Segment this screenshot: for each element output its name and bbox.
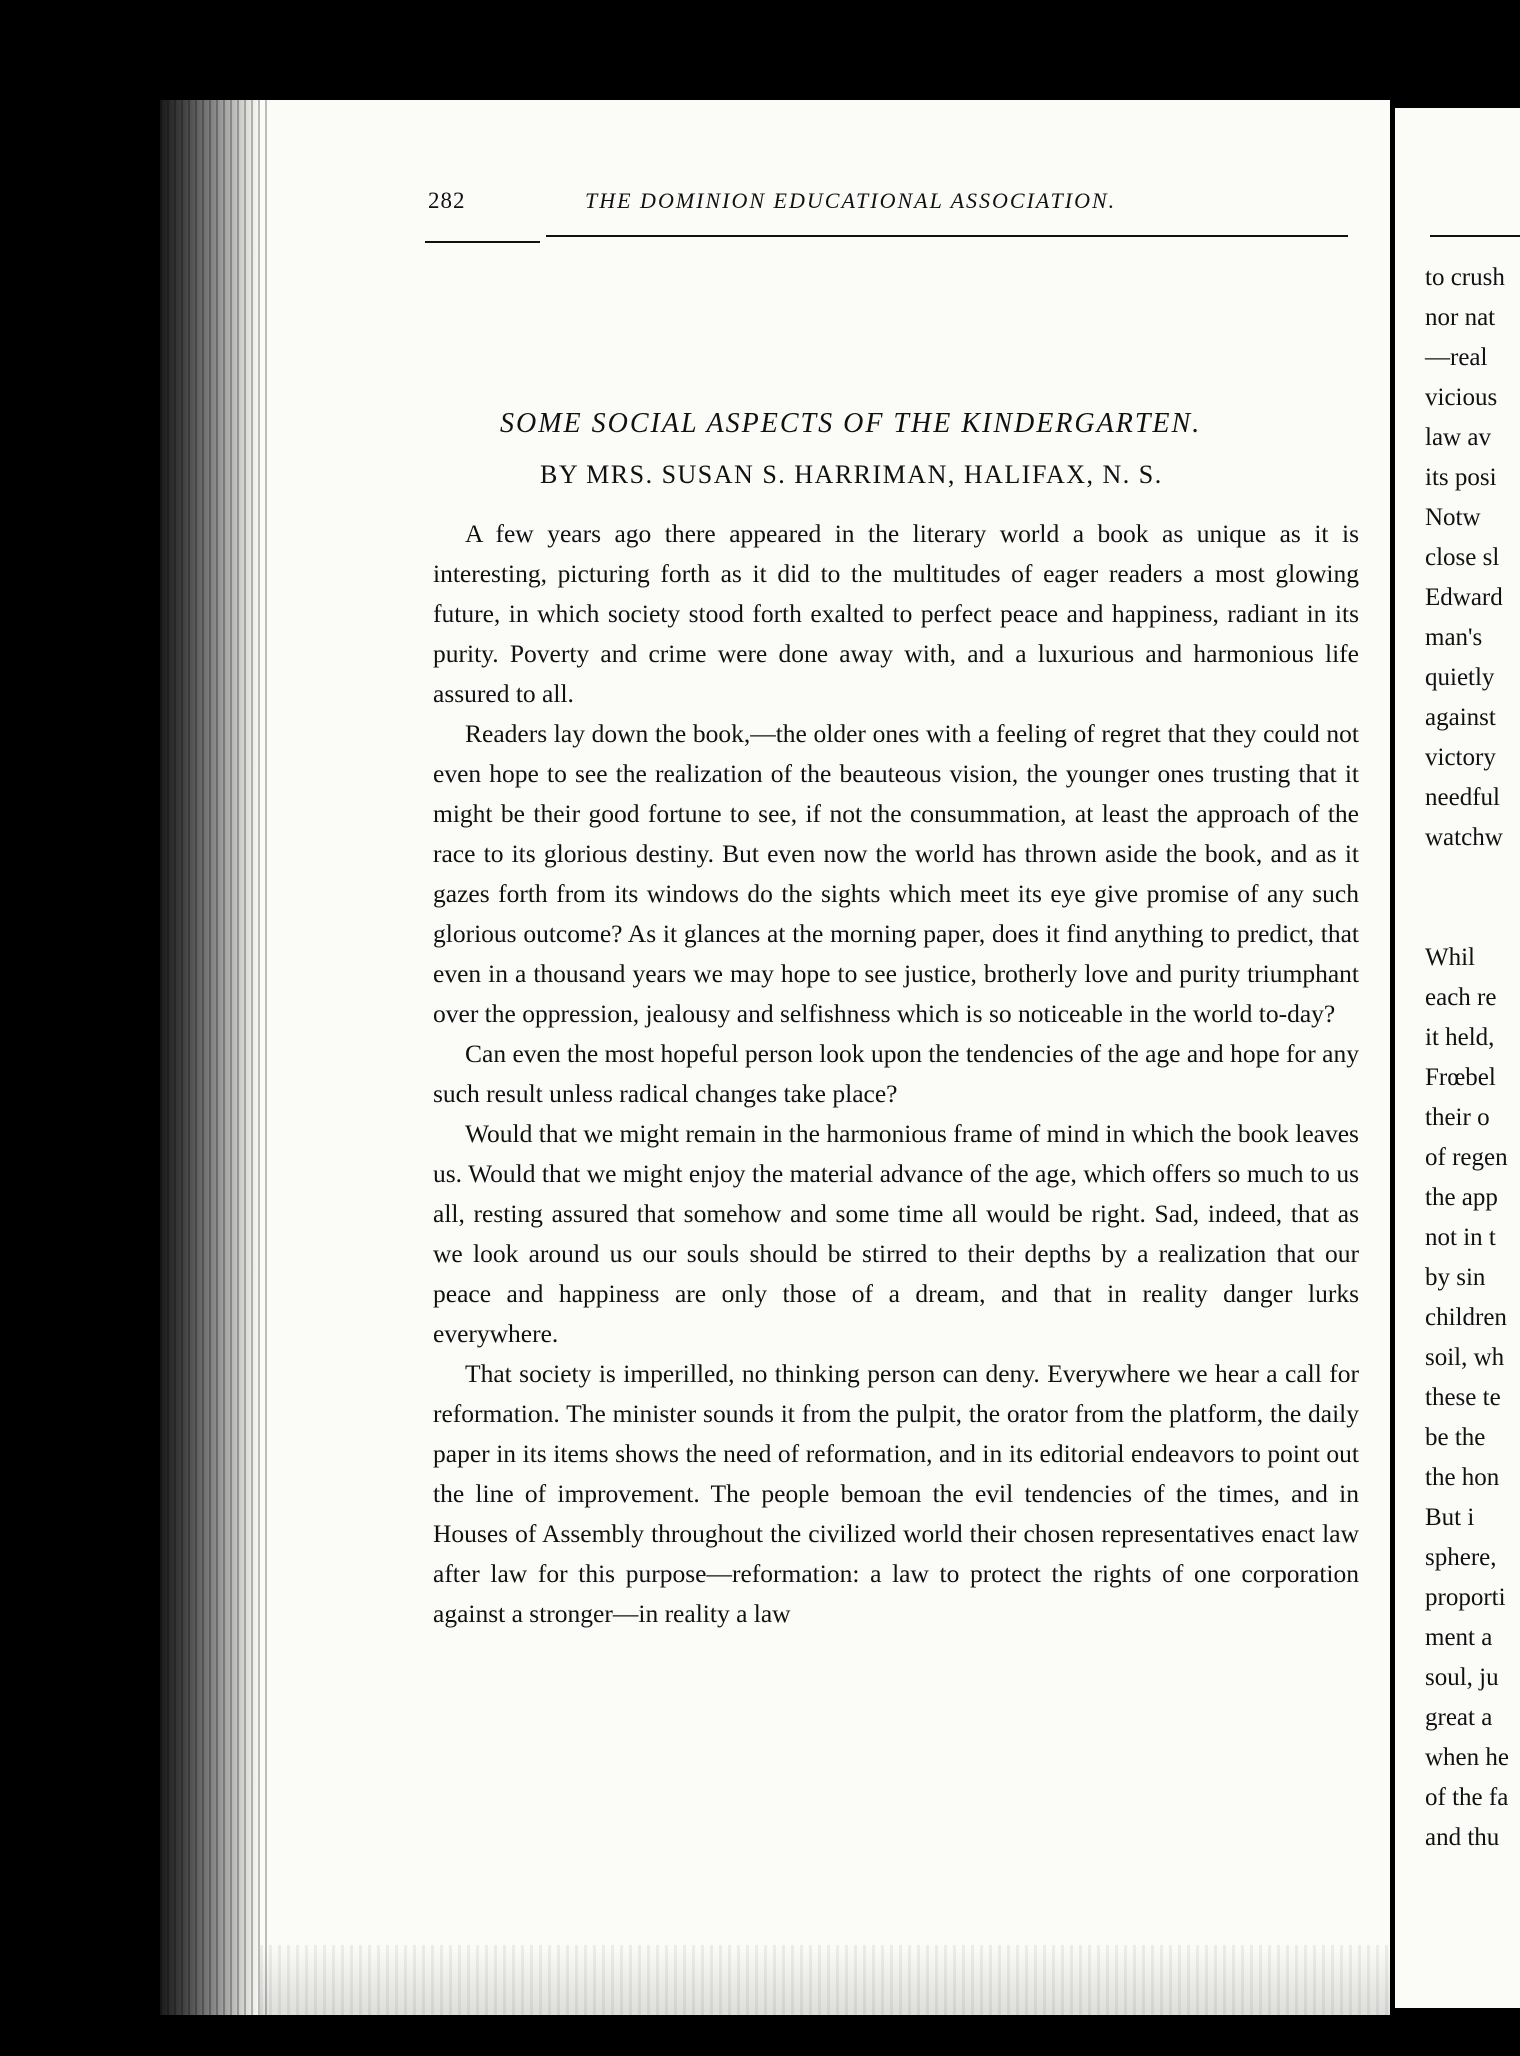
facing-page-line: be the: [1425, 1424, 1486, 1451]
facing-page-line: [1425, 858, 1520, 898]
paragraph: That society is imperilled, no thinking person can deny. Everywhere we hear a call for reformation. The minister sounds it from the pulpit, the orator from the platform, the daily paper in its items shows the need of reformation, and in its editorial endeavors to point out the line of improvement. The people bemoan the evil tendencies of the times, and in Houses of Assembly throughout the civilized world their chosen representatives enact law after law for this purpose—reformation: a law to protect the rights of one corporation against a stronger—in reality a law: [433, 1359, 1359, 1628]
facing-page: [1395, 108, 1520, 2008]
paragraph: Can even the most hopeful person look upon the tendencies of the age and hope for any such result unless radical changes take place?: [433, 1039, 1359, 1108]
facing-page-line: great a: [1425, 1704, 1493, 1731]
facing-page-line: soil, wh: [1425, 1344, 1505, 1371]
article-title: SOME SOCIAL ASPECTS OF THE KINDERGARTEN.: [500, 408, 1202, 439]
facing-page-line: against: [1425, 704, 1496, 731]
facing-page-line: to crush: [1425, 264, 1505, 291]
facing-page-line: Frœbel: [1425, 1064, 1496, 1091]
facing-page-line: quietly: [1425, 664, 1495, 691]
facing-page-line: watchw: [1425, 824, 1503, 851]
facing-page-line: Notw: [1425, 504, 1481, 531]
article-body: [433, 514, 1359, 1634]
header-rule-right: [546, 235, 1348, 237]
facing-page-line: their o: [1425, 1104, 1490, 1131]
facing-page-line: victory: [1425, 744, 1496, 771]
facing-page-line: of the fa: [1425, 1784, 1509, 1811]
facing-page-line: law av: [1425, 424, 1491, 451]
bottom-scan-noise: [260, 1945, 1390, 2015]
page-header: [265, 188, 1355, 228]
facing-page-line: soul, ju: [1425, 1664, 1499, 1691]
facing-page-line: children: [1425, 1304, 1507, 1331]
facing-page-line: [1425, 898, 1520, 938]
page-number: 282: [428, 188, 466, 213]
facing-page-line: by sin: [1425, 1264, 1486, 1291]
paragraph: Would that we might remain in the harmonious frame of mind in which the book leaves us. Would that we might enjoy the material advance of the age, which offers so much to us all, resting assured that somehow and some time all would be right. Sad, indeed, that as we look around us our souls should be stirred to their depths by a realization that our peace and happiness are only those of a dream, and that in reality danger lurks everywhere.: [433, 1119, 1359, 1348]
facing-page-line: each re: [1425, 984, 1497, 1011]
facing-page-line: Whil: [1425, 944, 1475, 971]
paragraph: A few years ago there appeared in the literary world a book as unique as it is interesting, picturing forth as it did to the multitudes of eager readers a most glowing future, in which society stood forth exalted to perfect peace and happiness, radiant in its purity. Poverty and crime were done away with, and a luxurious and harmonious life assured to all.: [433, 519, 1359, 708]
facing-page-line: needful: [1425, 784, 1500, 811]
paragraph: Readers lay down the book,—the older ones with a feeling of regret that they could not even hope to see the realization of the beauteous vision, the younger ones trusting that it might be their good fortune to see, if not the consummation, at least the approach of the race to its glorious destiny. But even now the world has thrown aside the book, and as it gazes forth from its windows do the sights which meet its eye give promise of any such glorious outcome? As it glances at the morning paper, does it find anything to predict, that even in a thousand years we may hope to see justice, brotherly love and purity triumphant over the oppression, jealousy and selfishness which is so noticeable in the world to-day?: [433, 719, 1359, 1028]
facing-page-line: these te: [1425, 1384, 1501, 1411]
facing-page-line: its posi: [1425, 464, 1497, 491]
facing-page-line: proporti: [1425, 1584, 1506, 1611]
facing-page-line: sphere,: [1425, 1544, 1497, 1571]
facing-page-line: it held,: [1425, 1024, 1495, 1051]
header-rule-left: [425, 241, 540, 243]
facing-page-line: not in t: [1425, 1224, 1496, 1251]
facing-page-line: man's: [1425, 624, 1483, 651]
facing-page-line: the hon: [1425, 1464, 1500, 1491]
facing-page-text: [1425, 258, 1520, 1858]
facing-page-line: nor nat: [1425, 304, 1496, 331]
facing-page-line: and thu: [1425, 1824, 1500, 1851]
facing-page-line: of regen: [1425, 1144, 1508, 1171]
facing-page-line: ment a: [1425, 1624, 1493, 1651]
facing-page-line: Edward: [1425, 584, 1503, 611]
facing-page-line: the app: [1425, 1184, 1498, 1211]
facing-page-line: —real: [1425, 344, 1488, 371]
facing-page-line: when he: [1425, 1744, 1509, 1771]
facing-page-line: But i: [1425, 1504, 1475, 1531]
facing-page-line: close sl: [1425, 544, 1500, 571]
facing-page-line: vicious: [1425, 384, 1498, 411]
facing-header-rule: [1430, 235, 1520, 237]
running-head: THE DOMINION EDUCATIONAL ASSOCIATION.: [585, 188, 1117, 213]
article-byline: BY MRS. SUSAN S. HARRIMAN, HALIFAX, N. S.: [540, 460, 1163, 489]
gutter-scan-streaks: [160, 100, 270, 2015]
